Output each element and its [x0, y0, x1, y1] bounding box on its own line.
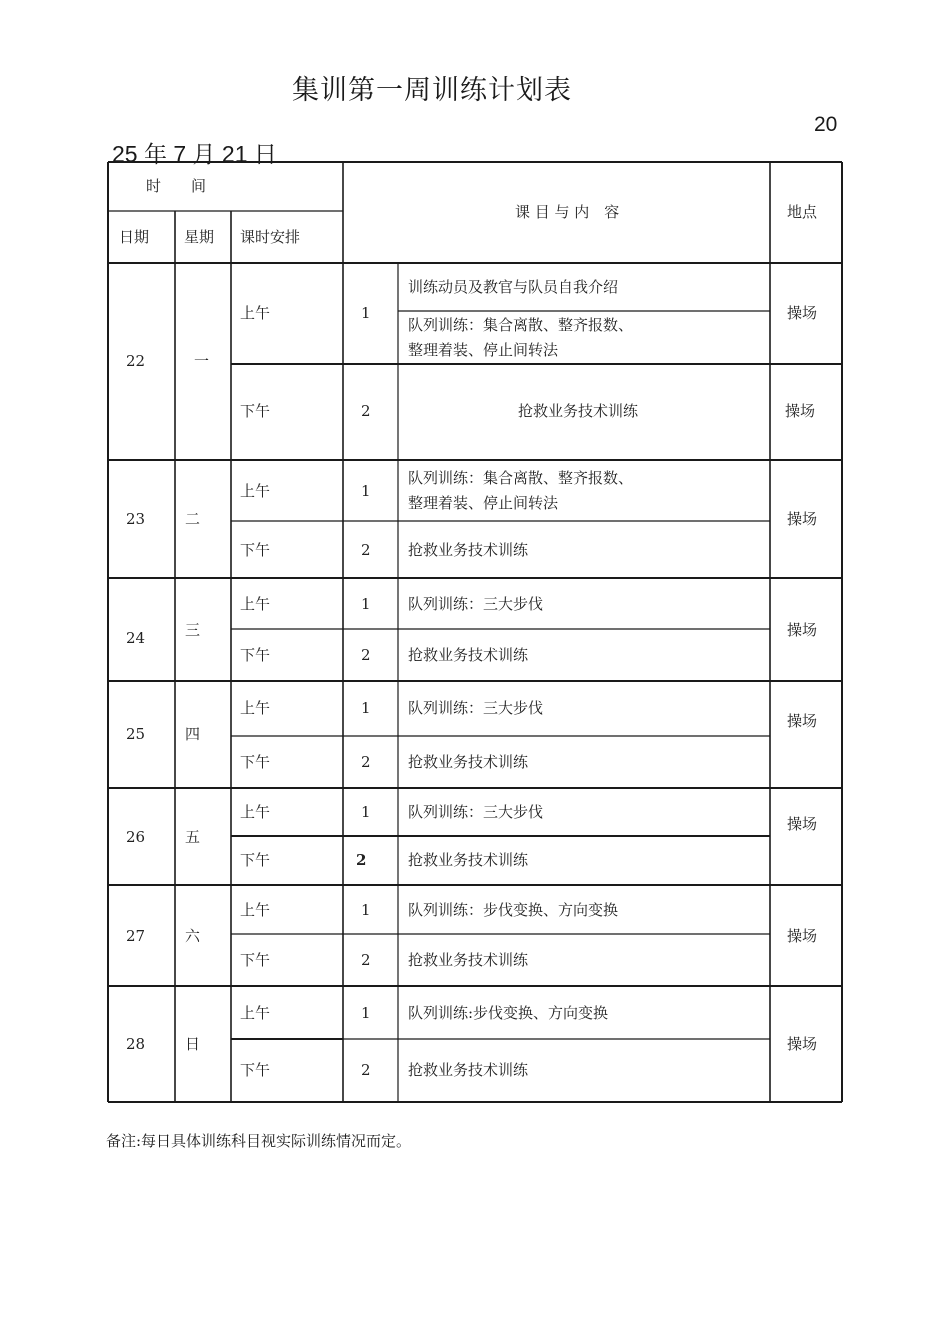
- session-number: 2: [361, 402, 371, 420]
- row-weekday: 六: [185, 927, 201, 945]
- session-period: 上午: [240, 699, 271, 717]
- page-title: 集训第一周训练计划表: [292, 75, 572, 106]
- session-period: 下午: [240, 951, 271, 969]
- row-date: 24: [126, 629, 146, 647]
- session-content: 抢救业务技术训练: [408, 951, 529, 969]
- row-date: 25: [126, 725, 146, 743]
- session-number: 1: [361, 803, 371, 821]
- row-weekday: 日: [185, 1035, 201, 1053]
- row-weekday: 二: [185, 510, 201, 528]
- row-date: 27: [126, 927, 146, 945]
- date-text: 25 年 7 月 21 日: [112, 141, 277, 167]
- session-content: 整理着装、停止间转法: [408, 341, 559, 359]
- session-number: 2: [361, 646, 371, 664]
- session-period: 下午: [240, 646, 271, 664]
- row-weekday: 三: [185, 621, 201, 639]
- session-content: 队列训练：三大步伐: [408, 803, 544, 821]
- session-period: 下午: [240, 753, 271, 771]
- row-location: 操场: [787, 510, 818, 528]
- row-location: 操场: [787, 815, 818, 833]
- year-prefix: 20: [814, 113, 838, 136]
- session-content: 队列训练：三大步伐: [408, 595, 544, 613]
- row-location: 操场: [785, 402, 816, 420]
- row-location: 操场: [787, 1035, 818, 1053]
- session-content: 队列训练：集合离散、整齐报数、: [408, 316, 634, 334]
- row-location: 操场: [787, 304, 818, 322]
- session-period: 上午: [240, 595, 271, 613]
- header-time: 时 间: [146, 177, 207, 195]
- session-period: 上午: [240, 482, 271, 500]
- session-period: 下午: [240, 402, 271, 420]
- session-number: 2: [361, 951, 371, 969]
- session-number: 1: [361, 595, 371, 613]
- session-period: 上午: [240, 1004, 271, 1022]
- row-date: 28: [126, 1035, 146, 1053]
- session-period: 上午: [240, 803, 271, 821]
- row-date: 22: [126, 352, 146, 370]
- row-weekday: 五: [185, 828, 201, 846]
- session-period: 下午: [240, 851, 271, 869]
- session-period: 下午: [240, 541, 271, 559]
- session-content: 抢救业务技术训练: [408, 646, 529, 664]
- session-number: 2: [356, 851, 367, 869]
- session-content: 抢救业务技术训练: [408, 753, 529, 771]
- session-number: 1: [361, 901, 371, 919]
- header-weekday: 星期: [184, 228, 215, 246]
- session-number: 1: [361, 482, 371, 500]
- session-content: 队列训练：集合离散、整齐报数、: [408, 469, 634, 487]
- session-number: 2: [361, 1061, 371, 1079]
- row-location: 操场: [787, 621, 818, 639]
- session-content: 训练动员及教官与队员自我介绍: [408, 278, 619, 296]
- session-period: 上午: [240, 304, 271, 322]
- session-content: 队列训练：步伐变换、方向变换: [408, 901, 619, 919]
- row-weekday: 四: [185, 725, 201, 743]
- session-content: 整理着装、停止间转法: [408, 494, 559, 512]
- session-number: 1: [361, 699, 371, 717]
- session-content: 队列训练：三大步伐: [408, 699, 544, 717]
- session-content: 抢救业务技术训练: [408, 851, 529, 869]
- session-content: 抢救业务技术训练: [518, 402, 639, 420]
- session-number: 2: [361, 753, 371, 771]
- header-date: 日期: [119, 228, 150, 246]
- session-period: 下午: [240, 1061, 271, 1079]
- header-location: 地点: [787, 203, 818, 221]
- session-number: 1: [361, 304, 371, 322]
- row-weekday: 一: [194, 352, 210, 370]
- row-location: 操场: [787, 712, 818, 730]
- session-content: 抢救业务技术训练: [408, 541, 529, 559]
- header-content: 课 目 与 内 容: [515, 203, 620, 221]
- row-location: 操场: [787, 927, 818, 945]
- header-schedule: 课时安排: [240, 228, 301, 246]
- row-date: 26: [126, 828, 146, 846]
- session-number: 1: [361, 1004, 371, 1022]
- session-content: 抢救业务技术训练: [408, 1061, 529, 1079]
- session-content: 队列训练:步伐变换、方向变换: [408, 1004, 609, 1022]
- row-date: 23: [126, 510, 146, 528]
- session-number: 2: [361, 541, 371, 559]
- footnote: 备注:每日具体训练科目视实际训练情况而定。: [106, 1132, 412, 1150]
- session-period: 上午: [240, 901, 271, 919]
